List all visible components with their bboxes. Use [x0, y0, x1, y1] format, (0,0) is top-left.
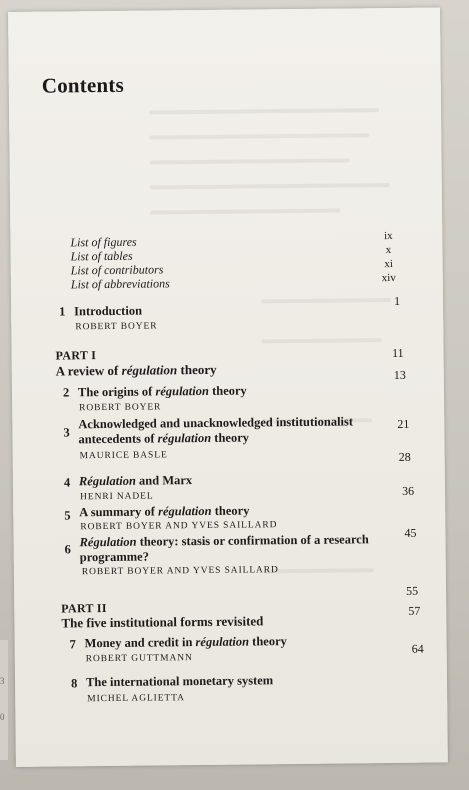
chapter-number: 4	[63, 475, 71, 490]
chapter-page: 45	[404, 525, 417, 540]
chapter-number: 5	[64, 508, 71, 523]
chapter-title: The international monetary system	[85, 673, 274, 690]
part-page: 57	[408, 603, 421, 618]
chapter-page: 21	[397, 416, 410, 431]
bleed-through	[150, 209, 340, 215]
front-matter-label: List of figures	[70, 234, 137, 250]
chapter-author: MAURICE BASLE	[79, 450, 168, 462]
chapter-author: MICHEL AGLIETTA	[87, 693, 185, 705]
chapter-page: 13	[393, 367, 406, 382]
bleed-through	[261, 338, 381, 343]
book-page	[8, 7, 448, 766]
front-matter-page: ix	[384, 229, 393, 243]
chapter-title: Introduction	[74, 303, 143, 319]
chapter-page: 28	[398, 449, 411, 464]
chapter-title: Money and credit in régulation theory	[84, 634, 287, 651]
chapter-page: 64	[411, 641, 424, 656]
chapter-title: A summary of régulation theory	[79, 503, 250, 520]
part-title: A review of régulation theory	[55, 361, 217, 379]
chapter-page: 1	[393, 293, 401, 308]
part-page: 55	[406, 583, 419, 598]
chapter-author: ROBERT BOYER AND YVES SAILLARD	[81, 565, 279, 578]
front-matter-page: xiv	[381, 271, 396, 285]
chapter-number: 7	[69, 637, 76, 652]
bleed-through	[150, 183, 390, 190]
edge-mark: 0	[0, 712, 5, 722]
front-matter-page: x	[385, 243, 392, 257]
adjacent-page-edge	[0, 640, 8, 760]
chapter-title: Régulation theory: stasis or confirmation of a research programme?	[79, 532, 369, 565]
chapter-number: 8	[70, 676, 78, 691]
part-label: PART I	[55, 348, 97, 363]
front-matter-page: xi	[384, 257, 394, 271]
front-matter-label: List of contributors	[70, 262, 164, 278]
chapter-author: HENRI NADEL	[80, 491, 154, 503]
chapter-author: ROBERT GUTTMANN	[85, 653, 193, 665]
chapter-number: 1	[59, 304, 66, 319]
chapter-author: ROBERT BOYER AND YVES SAILLARD	[80, 520, 278, 533]
front-matter-label: List of tables	[70, 248, 133, 264]
bleed-through	[150, 158, 350, 164]
chapter-title: Régulation and Marx	[78, 473, 193, 489]
part-title: The five institutional forms revisited	[61, 613, 264, 631]
chapter-author: ROBERT BOYER	[75, 321, 158, 333]
part-page: 11	[391, 345, 404, 360]
part-label: PART II	[61, 600, 107, 616]
chapter-number: 2	[62, 385, 70, 400]
contents-heading: Contents	[41, 72, 125, 98]
front-matter-label: List of abbreviations	[70, 276, 170, 292]
chapter-title: Acknowledged and unacknowledged institutionalist antecedents of régulation theory	[78, 414, 354, 447]
bleed-through	[149, 108, 379, 114]
chapter-number: 6	[64, 542, 71, 557]
bleed-through	[149, 133, 369, 139]
edge-mark: 3	[0, 676, 5, 686]
chapter-page: 36	[401, 483, 415, 498]
chapter-number: 3	[63, 425, 70, 440]
chapter-title: The origins of régulation theory	[77, 383, 247, 400]
bleed-through	[264, 568, 374, 573]
chapter-author: ROBERT BOYER	[79, 402, 162, 414]
